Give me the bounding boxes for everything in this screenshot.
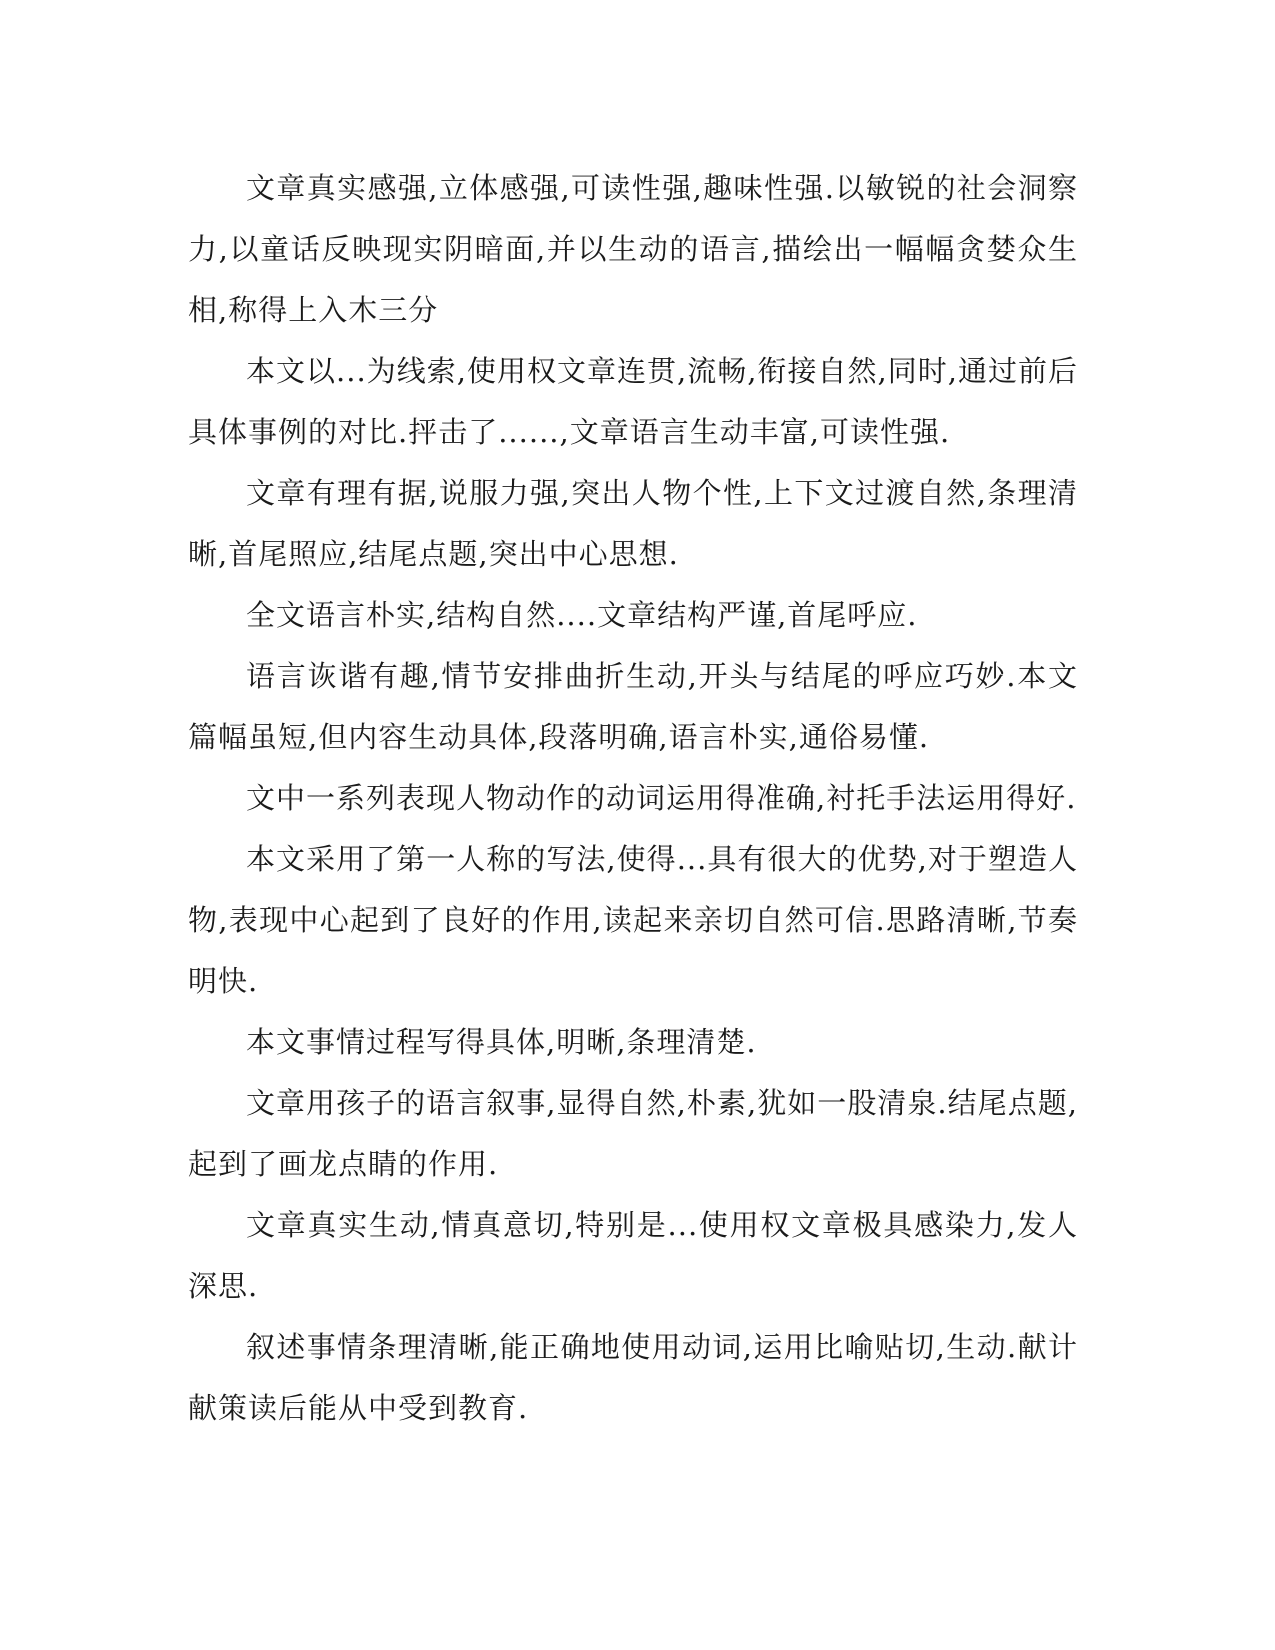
paragraph: 叙述事情条理清晰,能正确地使用动词,运用比喻贴切,生动.献计献策读后能从中受到教育. [188,1330,1078,1425]
paragraph: 文章真实生动,情真意切,特别是...使用权文章极具感染力,发人深思. [188,1208,1078,1303]
paragraph: 本文采用了第一人称的写法,使得...具有很大的优势,对于塑造人物,表现中心起到了良好的作用,读起来亲切自然可信.思路清晰,节奏明快. [188,842,1078,998]
paragraph: 本文以...为线索,使用权文章连贯,流畅,衔接自然,同时,通过前后具体事例的对比.抨击了......,文章语言生动丰富,可读性强. [188,354,1078,449]
paragraph: 文章真实感强,立体感强,可读性强,趣味性强.以敏锐的社会洞察力,以童话反映现实阴暗面,并以生动的语言,描绘出一幅幅贪婪众生相,称得上入木三分 [188,171,1078,327]
paragraph: 本文事情过程写得具体,明晰,条理清楚. [246,1025,757,1059]
paragraph: 全文语言朴实,结构自然....文章结构严谨,首尾呼应. [246,598,918,632]
paragraph: 文章有理有据,说服力强,突出人物个性,上下文过渡自然,条理清晰,首尾照应,结尾点题,突出中心思想. [188,476,1078,571]
paragraph: 文章用孩子的语言叙事,显得自然,朴素,犹如一股清泉.结尾点题,起到了画龙点睛的作用. [188,1086,1078,1181]
document-body [188,158,1078,1439]
paragraph: 文中一系列表现人物动作的动词运用得准确,衬托手法运用得好. [246,781,1077,815]
paragraph: 语言诙谐有趣,情节安排曲折生动,开头与结尾的呼应巧妙.本文篇幅虽短,但内容生动具体,段落明确,语言朴实,通俗易懂. [188,659,1078,754]
